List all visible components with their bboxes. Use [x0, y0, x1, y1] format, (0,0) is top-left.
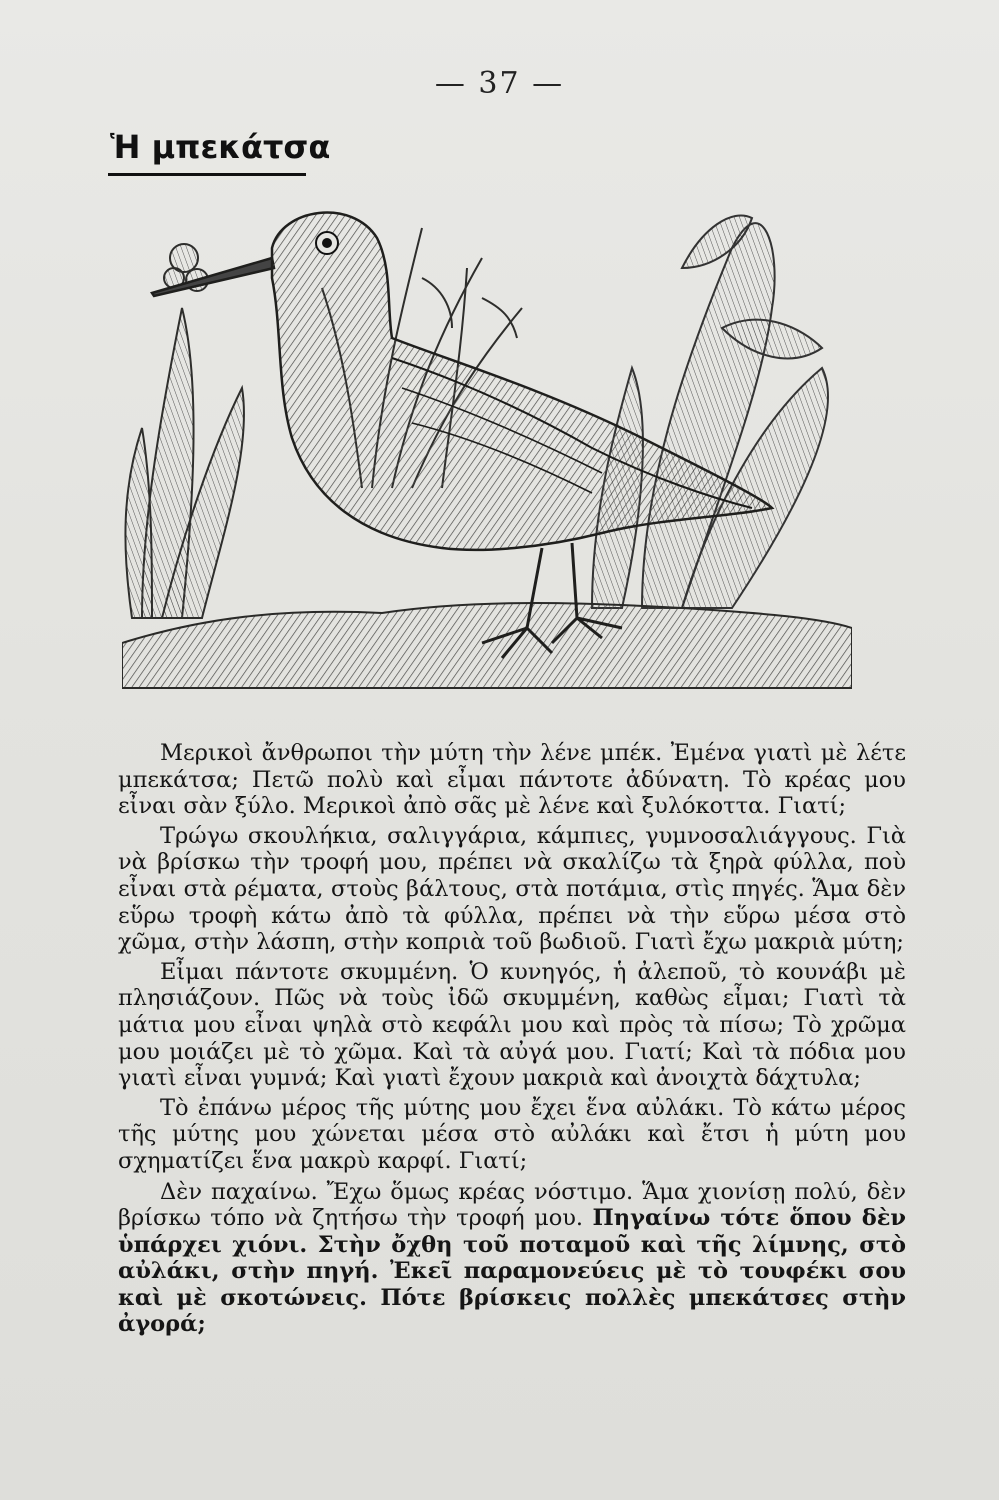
woodcock-illustration [122, 188, 852, 698]
paragraph: Εἶμαι πάντοτε σκυμμένη. Ὁ κυνηγός, ἡ ἀλεποῦ, τὸ κουνάβι μὲ πλησιάζουν. Πῶς νὰ τοὺς ἰδῶ σκυμμένη, καθὼς εἶμαι; Γιατὶ τὰ μάτια μου εἶναι ψηλὰ στὸ κεφάλι μου καὶ πρὸς τὰ πίσω; Τὸ χρῶμα μου μοιάζει μὲ τὸ χῶμα. Καὶ τὰ αὐγά μου. Γιατί; Καὶ τὰ πόδια μου γιατὶ εἶναι γυμνά; Καὶ γιατὶ ἔχουν μακριὰ καὶ ἀνοιχτὰ δάχτυλα; [118, 958, 906, 1092]
paragraph: Τρώγω σκουλήκια, σαλιγγάρια, κάμπιες, γυμνοσαλιάγγους. Γιὰ νὰ βρίσκω τὴν τροφή μου, πρέπει νὰ σκαλίζω τὰ ξηρὰ φύλλα, ποὺ εἶναι στὰ ρέματα, στοὺς βάλτους, στὰ ποτάμια, στὶς πηγές. Ἅμα δὲν εὕρω τροφὴ κάτω ἀπὸ τὰ φύλλα, πρέπει νὰ τὴν εὕρω μέσα στὸ χῶμα, στὴν λάσπη, στὴν κοπριὰ τοῦ βωδιοῦ. Γιατὶ ἔχω μακριὰ μύτη; [118, 822, 906, 956]
page-title: Ἡ μπεκάτσα [110, 128, 331, 166]
page-number: — 37 — [434, 66, 565, 101]
title-underline [108, 173, 306, 176]
ground-mound [122, 603, 852, 688]
body-text [118, 740, 906, 1341]
paragraph-last-regular: Δὲν παχαίνω. Ἔχω ὅμως κρέας νόστιμο. Ἅμα χιονίσῃ πολύ, δὲν βρίσκω τόπο νὰ ζητήσω τὴν τροφή μου. [118, 1178, 906, 1232]
leafy-plant-left [125, 244, 244, 618]
paragraph: Μερικοὶ ἄνθρωποι τὴν μύτη τὴν λένε μπέκ. Ἐμένα γιατὶ μὲ λέτε μπεκάτσα; Πετῶ πολὺ καὶ εἶμαι πάντοτε ἀδύνατη. Τὸ κρέας μου εἶναι σὰν ξύλο. Μερικοὶ ἀπὸ σᾶς μὲ λένε καὶ ξυλόκοττα. Γιατί; [118, 740, 906, 820]
paragraph-last [118, 1179, 906, 1339]
leafy-plant-right [592, 215, 828, 608]
paragraph-last-bold: Πηγαίνω τότε ὅπου δὲν ὑπάρχει χιόνι. Στὴν ὄχθη τοῦ ποταμοῦ καὶ τῆς λίμνης, στὸ αὐλάκι, στὴν πηγή. Ἐκεῖ παραμονεύεις μὲ τὸ τουφέκι σου καὶ μὲ σκοτώνεις. Πότε βρίσκεις πολλὲς μπεκάτσες στὴν ἀγορά; [118, 1205, 906, 1338]
paragraph: Τὸ ἐπάνω μέρος τῆς μύτης μου ἔχει ἕνα αὐλάκι. Τὸ κάτω μέρος τῆς μύτης μου χώνεται μέσα στὸ αὐλάκι καὶ ἔτσι ἡ μύτη μου σχηματίζει ἕνα μακρὺ καρφί. Γιατί; [118, 1094, 906, 1174]
